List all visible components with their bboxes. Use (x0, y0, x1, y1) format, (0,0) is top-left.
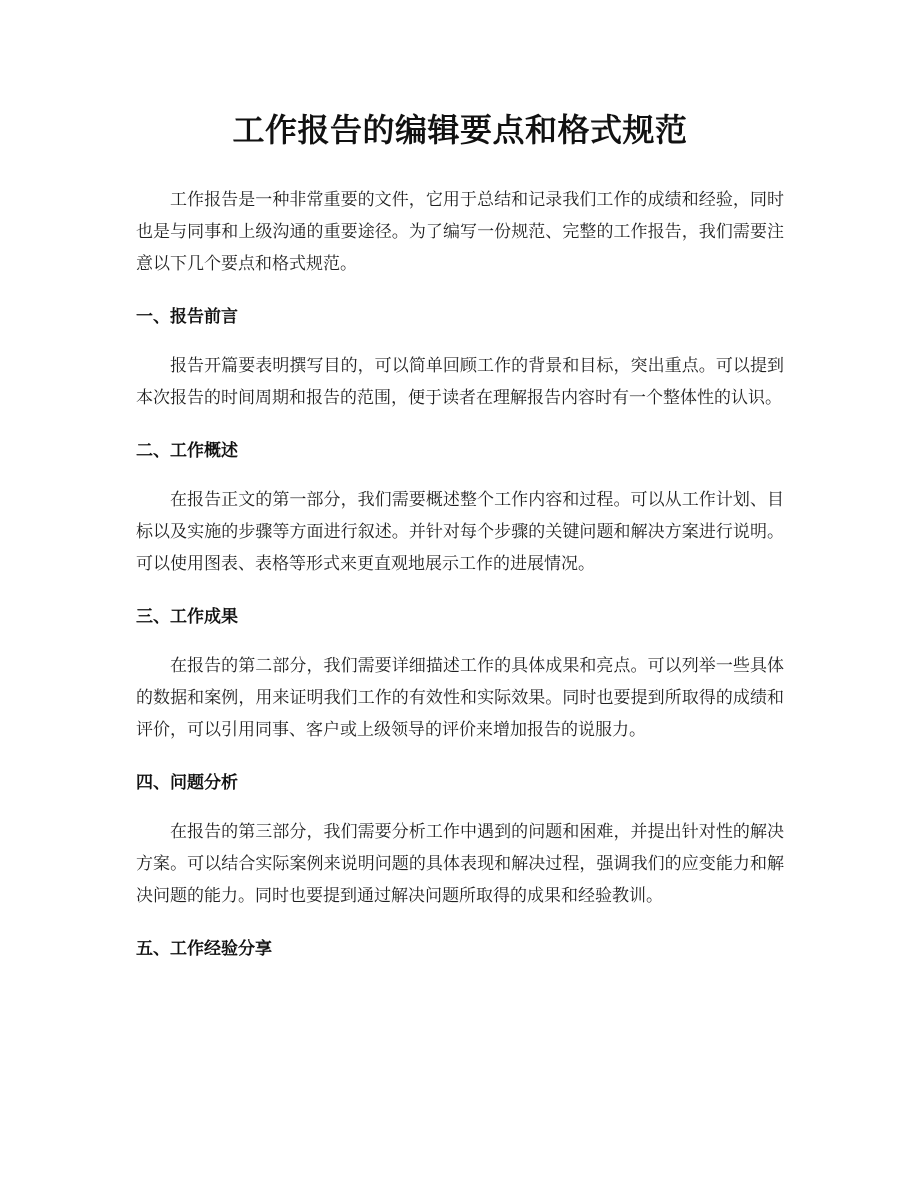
section-preface (136, 302, 784, 414)
section-problem-analysis (136, 768, 784, 912)
intro-paragraph: 工作报告是一种非常重要的文件，它用于总结和记录我们工作的成绩和经验，同时也是与同事和上级沟通的重要途径。为了编写一份规范、完整的工作报告，我们需要注意以下几个要点和格式规范。 (136, 190, 784, 274)
section-heading: 一、报告前言 (136, 307, 238, 327)
document-title: 工作报告的编辑要点和格式规范 (232, 111, 688, 149)
section-body: 在报告正文的第一部分，我们需要概述整个工作内容和过程。可以从工作计划、目标以及实施的步骤等方面进行叙述。并针对每个步骤的关键问题和解决方案进行说明。可以使用图表、表格等形式来更直观地展示工作的进展情况。 (136, 490, 784, 574)
section-heading: 三、工作成果 (136, 607, 238, 627)
section-heading: 二、工作概述 (136, 441, 238, 461)
section-heading: 四、问题分析 (136, 773, 238, 793)
section-body: 报告开篇要表明撰写目的，可以简单回顾工作的背景和目标，突出重点。可以提到本次报告的时间周期和报告的范围，便于读者在理解报告内容时有一个整体性的认识。 (136, 356, 784, 408)
section-work-overview (136, 436, 784, 580)
section-work-results (136, 602, 784, 746)
document-content (136, 104, 784, 982)
section-experience-sharing (136, 934, 784, 964)
section-body: 在报告的第三部分，我们需要分析工作中遇到的问题和困难，并提出针对性的解决方案。可以结合实际案例来说明问题的具体表现和解决过程，强调我们的应变能力和解决问题的能力。同时也要提到通过解决问题所取得的成果和经验教训。 (136, 822, 784, 906)
section-body: 在报告的第二部分，我们需要详细描述工作的具体成果和亮点。可以列举一些具体的数据和案例，用来证明我们工作的有效性和实际效果。同时也要提到所取得的成绩和评价，可以引用同事、客户或上级领导的评价来增加报告的说服力。 (136, 656, 784, 740)
section-heading: 五、工作经验分享 (136, 939, 272, 959)
